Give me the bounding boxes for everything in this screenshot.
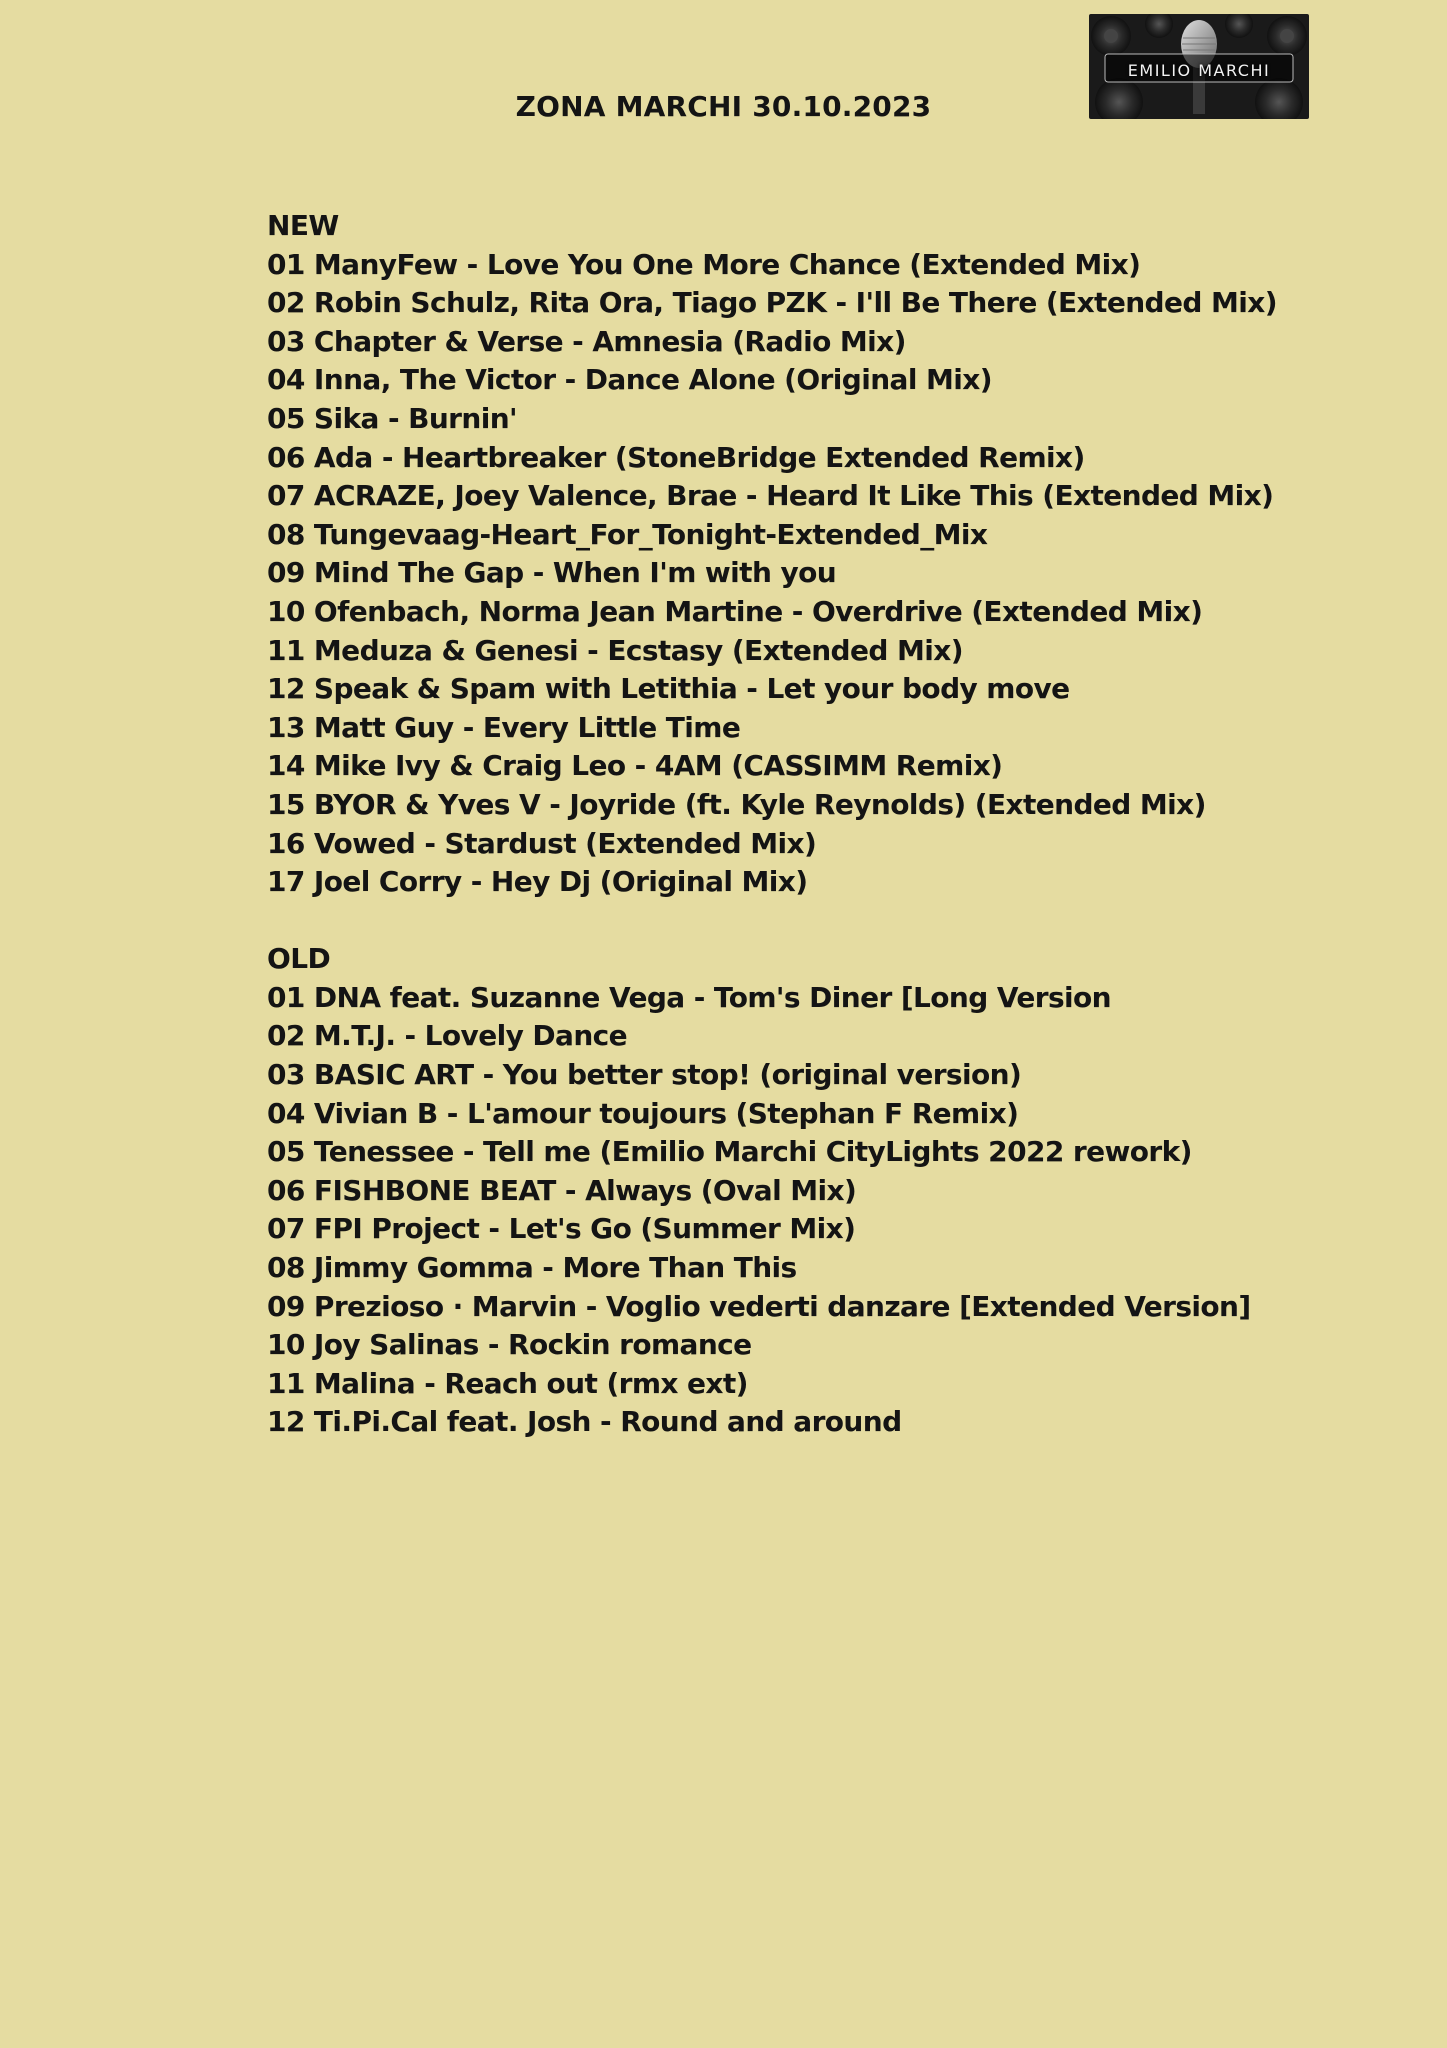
track-item: 05 Tenessee - Tell me (Emilio Marchi CityLights 2022 rework) (267, 1135, 1192, 1169)
track-item: 11 Malina - Reach out (rmx ext) (267, 1366, 748, 1400)
section-heading-new: NEW (267, 209, 339, 242)
track-item: 03 Chapter & Verse - Amnesia (Radio Mix) (267, 324, 906, 358)
track-item: 12 Speak & Spam with Letithia - Let your body move (267, 672, 1070, 706)
track-item: 09 Prezioso · Marvin - Voglio vederti danzare [Extended Version] (267, 1289, 1251, 1323)
section-spacer (267, 902, 1427, 941)
track-item: 16 Vowed - Stardust (Extended Mix) (267, 826, 817, 860)
logo-text: EMILIO MARCHI (1127, 61, 1271, 80)
track-item: 09 Mind The Gap - When I'm with you (267, 556, 837, 590)
section-heading-old: OLD (267, 942, 331, 976)
tracklist (267, 207, 1427, 1442)
track-item: 01 ManyFew - Love You One More Chance (Extended Mix) (267, 247, 1141, 281)
track-item: 03 BASIC ART - You better stop! (original version) (267, 1058, 1022, 1092)
page-title: ZONA MARCHI 30.10.2023 (515, 90, 932, 123)
track-item: 07 ACRAZE, Joey Valence, Brae - Heard It Like This (Extended Mix) (267, 479, 1274, 513)
track-item: 04 Inna, The Victor - Dance Alone (Original Mix) (267, 363, 992, 397)
track-item: 06 Ada - Heartbreaker (StoneBridge Extended Remix) (267, 440, 1085, 474)
track-item: 01 DNA feat. Suzanne Vega - Tom's Diner [Long Version (267, 980, 1111, 1014)
track-item: 10 Ofenbach, Norma Jean Martine - Overdrive (Extended Mix) (267, 594, 1203, 628)
track-item: 17 Joel Corry - Hey Dj (Original Mix) (267, 865, 808, 899)
track-item: 15 BYOR & Yves V - Joyride (ft. Kyle Reynolds) (Extended Mix) (267, 787, 1206, 821)
track-item: 02 M.T.J. - Lovely Dance (267, 1019, 628, 1053)
track-item: 11 Meduza & Genesi - Ecstasy (Extended Mix) (267, 633, 963, 667)
track-item: 08 Tungevaag-Heart_For_Tonight-Extended_Mix (267, 517, 988, 551)
track-item: 06 FISHBONE BEAT - Always (Oval Mix) (267, 1173, 857, 1207)
track-item: 14 Mike Ivy & Craig Leo - 4AM (CASSIMM Remix) (267, 749, 1003, 783)
track-item: 05 Sika - Burnin' (267, 401, 518, 435)
track-item: 13 Matt Guy - Every Little Time (267, 710, 741, 744)
track-item: 02 Robin Schulz, Rita Ora, Tiago PZK - I'll Be There (Extended Mix) (267, 286, 1277, 320)
track-item: 12 Ti.Pi.Cal feat. Josh - Round and around (267, 1405, 902, 1439)
track-item: 07 FPI Project - Let's Go (Summer Mix) (267, 1212, 856, 1246)
track-item: 04 Vivian B - L'amour toujours (Stephan F Remix) (267, 1096, 1019, 1130)
track-item: 10 Joy Salinas - Rockin romance (267, 1328, 752, 1362)
track-item: 08 Jimmy Gomma - More Than This (267, 1251, 797, 1285)
